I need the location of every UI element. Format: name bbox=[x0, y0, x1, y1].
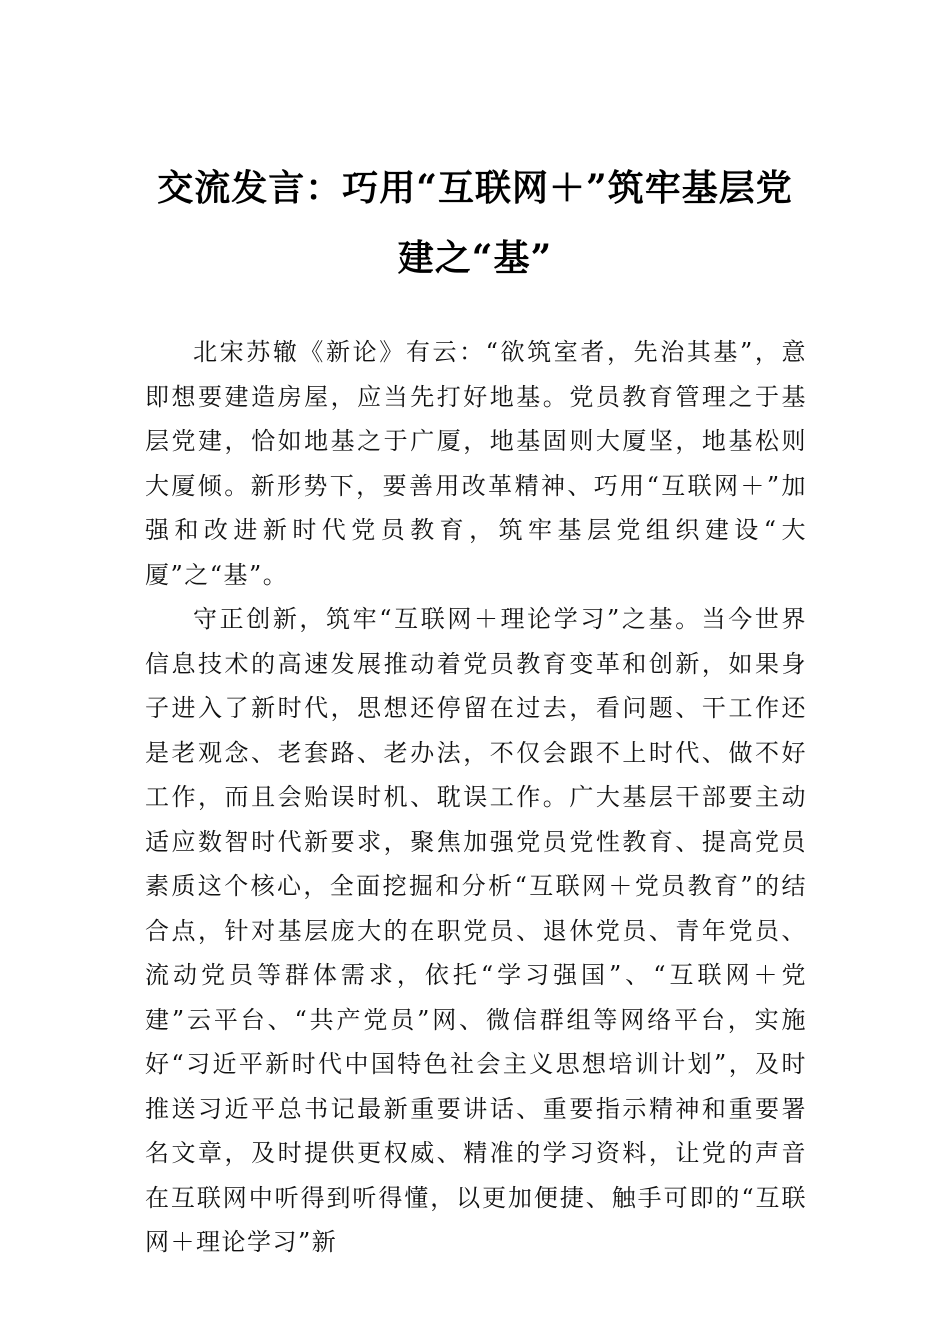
paragraph-1: 北宋苏辙《新论》有云：“欲筑室者，先治其基”，意即想要建造房屋，应当先打好地基。党员教育管理之于基层党建，恰如地基之于广厦，地基固则大厦坚，地基松则大厦倾。新形势下，要善用改革精神、巧用“互联网＋”加强和改进新时代党员教育，筑牢基层党组织建设“大厦”之“基”。 bbox=[145, 338, 807, 589]
page-title-line-1: 交流发言：巧用“互联网＋”筑牢基层党 bbox=[157, 167, 793, 209]
document-body bbox=[145, 330, 807, 1265]
paragraph-2: 守正创新，筑牢“互联网＋理论学习”之基。当今世界信息技术的高速发展推动着党员教育变革和创新，如果身子进入了新时代，思想还停留在过去，看问题、干工作还是老观念、老套路、老办法，不仅会跟不上时代、做不好工作，而且会贻误时机、耽误工作。广大基层干部要主动适应数智时代新要求，聚焦加强党员党性教育、提高党员素质这个核心，全面挖掘和分析“互联网＋党员教育”的结合点，针对基层庞大的在职党员、退休党员、青年党员、流动党员等群体需求，依托“学习强国”、“互联网＋党建”云平台、“共产党员”网、微信群组等网络平台，实施好“习近平新时代中国特色社会主义思想培训计划”，及时推送习近平总书记最新重要讲话、重要指示精神和重要署名文章，及时提供更权威、精准的学习资料，让党的声音在互联网中听得到听得懂，以更加便捷、触手可即的“互联网＋理论学习”新 bbox=[145, 605, 807, 1256]
page-title-line-2: 建之“基” bbox=[397, 237, 553, 279]
